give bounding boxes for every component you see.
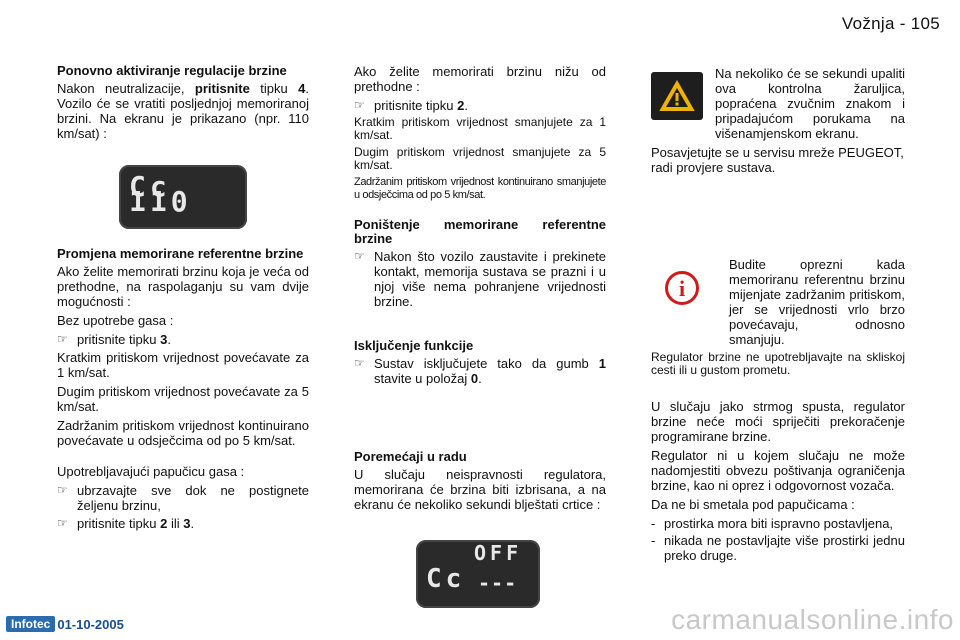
warning-text: Na nekoliko će se sekundi upaliti ova kontrolna žaruljica, popraćena zvučnim znakom i pripadajućom porukama na višenamjenskom ekranu. (715, 66, 905, 141)
bullet-press-2 (354, 98, 606, 113)
footer-date: 01-10-2005 (57, 616, 124, 632)
paragraph-short-press: Kratkim pritiskom vrijednost povećavate za 1 km/sat. (57, 350, 309, 380)
paragraph-no-gas: Bez upotrebe gasa : (57, 313, 174, 328)
display-cc-110 (119, 165, 247, 229)
text: . (190, 516, 195, 531)
display-dashes-readout: --- (478, 571, 518, 595)
dash-text: prostirka mora biti ispravno postavljena, (664, 516, 894, 531)
pointer-icon: ☞ (354, 249, 365, 263)
paragraph-gas: Upotrebljavajući papučicu gasa : (57, 464, 245, 479)
text-bold: pritisnite (194, 81, 250, 96)
paragraph-resume (57, 81, 309, 141)
info-block (651, 257, 905, 351)
heading-resume: Ponovno aktiviranje regulacije brzine (57, 63, 287, 78)
key-number: 2 (457, 98, 465, 113)
text: . Vozilo će se vratiti posljednjoj memoriranoj brzini. Na ekranu je prikazano (npr. 110 km/sat) : (57, 81, 309, 141)
text: pritisnite tipku (77, 516, 161, 531)
bullet-press-3 (57, 332, 309, 347)
text: pritisnite tipku (77, 332, 161, 347)
bullet-accelerate (57, 483, 309, 513)
warning-triangle-svg (659, 80, 695, 112)
dash-marker: - (651, 516, 656, 531)
dash-text: nikada ne postavljajte više prostirki jednu preko druge. (664, 533, 905, 563)
pointer-icon: ☞ (354, 356, 365, 370)
paragraph-pedal: Da ne bi smetala pod papučicama : (651, 497, 855, 512)
paragraph-fault: U slučaju neispravnosti regulatora, memorirana će brzina biti izbrisana, a na ekranu će nekoliko sekundi blještati crtice : (354, 467, 606, 512)
page-title: Vožnja - 105 (841, 14, 940, 33)
footer-brand: Infotec (6, 616, 55, 632)
info-icon-wrap (651, 257, 729, 351)
column-2 (354, 64, 606, 608)
heading-change: Promjena memorirane referentne brzine (57, 246, 304, 261)
dash-item-2 (651, 533, 905, 563)
text: Nakon neutralizacije, (57, 81, 195, 96)
paragraph-slope: U slučaju jako strmog spusta, regulator brzine neće moći spriječiti prekoračenje programirane brzine. (651, 399, 905, 444)
watermark: carmanualsonline.info (671, 604, 954, 635)
paragraph-hold-press: Zadržanim pritiskom vrijednost kontinuirano povećavate u odsječcima od po 5 km/sat. (57, 418, 309, 448)
text: . (167, 332, 171, 347)
pointer-icon: ☞ (57, 516, 68, 530)
paragraph-hold-press: Zadržanim pritiskom vrijednost kontinuirano smanjujete u odsječcima od po 5 km/sat. (354, 176, 606, 201)
info-icon: i (665, 271, 699, 305)
column-3 (651, 66, 905, 565)
paragraph-long-press: Dugim pritiskom vrijednost smanjujete za 5 km/sat. (354, 145, 606, 172)
heading-cancel: Poništenje memorirane referentne brzine (354, 217, 606, 246)
bullet-text (374, 98, 606, 113)
warning-triangle-icon (651, 72, 703, 120)
pointer-icon: ☞ (57, 483, 68, 497)
paragraph-lower: Ako želite memorirati brzinu nižu od prethodne : (354, 64, 606, 94)
paragraph-short-press: Kratkim pritiskom vrijednost smanjujete za 1 km/sat. (354, 115, 606, 142)
bullet-text (77, 332, 309, 347)
display-off-readout: OFF (474, 541, 523, 565)
text: Sustav isključujete tako da gumb (374, 356, 599, 371)
text: . (478, 371, 482, 386)
warning-icon-wrap (651, 66, 715, 145)
text: . (464, 98, 468, 113)
bullet-text (77, 516, 309, 531)
bullet-text: Nakon što vozilo zaustavite i prekinete kontakt, memorija sustava se prazni i u njoj više nema pohranjene vrijednosti brzine. (374, 249, 606, 309)
paragraph-service: Posavjetujte se u servisu mreže PEUGEOT, radi provjere sustava. (651, 145, 904, 175)
column-1 (57, 64, 309, 534)
warning-block (651, 66, 905, 145)
dash-item-1 (651, 516, 905, 531)
text: pritisnite tipku (374, 98, 458, 113)
key-number: 2 (160, 516, 168, 531)
display-cc-readout: Cc (426, 564, 466, 594)
paragraph-never: Regulator ni u kojem slučaju ne može nadomjestiti obvezu poštivanja ograničenja brzine, kao ni oprez i odgovornost vozača. (651, 448, 905, 493)
bullet-text: ubrzavajte sve dok ne postignete željenu brzinu, (77, 483, 309, 513)
paragraph-change: Ako želite memorirati brzinu koja je veća od prethodne, na raspolaganju su vam dvije mogućnosti : (57, 264, 309, 309)
pointer-icon: ☞ (354, 98, 365, 112)
info-text: Budite oprezni kada memoriranu referentnu brzinu mijenjate zadržanim pritiskom, jer se vrijednosti vrlo brzo povećavaju, odnosno smanjuju. (729, 257, 905, 347)
text: tipku (249, 81, 299, 96)
display-off-dashes (416, 540, 540, 608)
key-number: 1 (598, 356, 606, 371)
bullet-text (374, 356, 606, 386)
footer (6, 616, 124, 632)
key-number: 3 (183, 516, 191, 531)
key-number: 0 (470, 371, 479, 386)
key-number: 4 (298, 81, 306, 96)
heading-fault: Poremećaji u radu (354, 449, 467, 464)
bullet-off (354, 356, 606, 386)
text: stavite u položaj (374, 371, 471, 386)
bullet-press-2-3 (57, 516, 309, 531)
heading-off: Isključenje funkcije (354, 338, 474, 353)
display-readout: Cc 110 (129, 170, 192, 218)
paragraph-info2: Regulator brzine ne upotrebljavajte na skliskoj cesti ili u gustom prometu. (651, 350, 905, 377)
key-number: 3 (160, 332, 168, 347)
paragraph-long-press: Dugim pritiskom vrijednost povećavate za 5 km/sat. (57, 384, 309, 414)
dash-marker: - (651, 533, 656, 548)
bullet-cancel (354, 249, 606, 309)
pointer-icon: ☞ (57, 332, 68, 346)
text: ili (167, 516, 184, 531)
